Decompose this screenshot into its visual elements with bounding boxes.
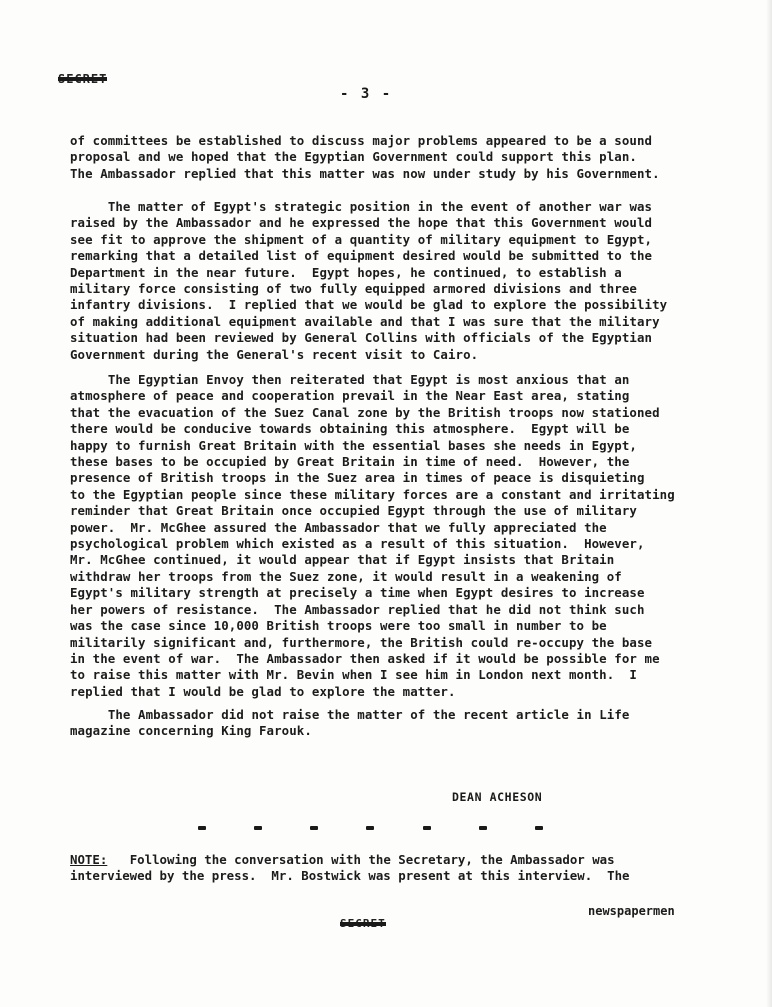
note-label: NOTE:: [70, 852, 108, 867]
paragraph-text: of committees be established to discuss major problems appeared to be a sound proposal and we hoped that the Egyptian Government could support this plan. The Ambassador replied that this matter was now under study by his Government.: [70, 133, 660, 181]
page-number: - 3 -: [340, 86, 393, 102]
paragraph-4: [70, 707, 720, 740]
divider-dash: [535, 826, 543, 830]
paragraph-1: [70, 133, 720, 182]
strikethrough-mark: [58, 77, 107, 81]
divider-dash: [310, 826, 318, 830]
paragraph-text: The Ambassador did not raise the matter of the recent article in Life magazine concerning King Farouk.: [70, 707, 630, 739]
divider-dash: [198, 826, 206, 830]
page-edge-shadow: [766, 0, 772, 1007]
note-section: [70, 852, 720, 885]
divider-dash: [479, 826, 487, 830]
section-divider: [198, 824, 543, 832]
paragraph-text: The matter of Egypt's strategic position in the event of another war was raised by the Ambassador and he expressed the hope that this Government would see fit to approve the shipment of a quantity of military equipment to Egypt, remarking that a detailed list of equipment desired would be submitted to the Department in the near future. Egypt hopes, he continued, to establish a military force consisting of two fully equipped armored divisions and three infantry divisions. I replied that we would be glad to explore the possibility of making additional equipment available and that I was sure that the military situation had been reviewed by General Collins with officials of the Egyptian Government during the General's recent visit to Cairo.: [70, 199, 668, 362]
paragraph-3: [70, 372, 720, 700]
divider-dash: [423, 826, 431, 830]
paragraph-2: [70, 199, 720, 363]
strikethrough-mark: [340, 922, 386, 926]
signature-block: DEAN ACHESON: [452, 790, 543, 804]
classification-marking-bottom: [340, 917, 386, 930]
divider-dash: [254, 826, 262, 830]
note-text: Following the conversation with the Secretary, the Ambassador was interviewed by the press. Mr. Bostwick was present at this interview. The: [70, 852, 630, 884]
catchword: newspapermen: [588, 904, 675, 918]
classification-marking-top: [58, 72, 107, 86]
divider-dash: [366, 826, 374, 830]
paragraph-text: The Egyptian Envoy then reiterated that Egypt is most anxious that an atmosphere of peace and cooperation prevail in the Near East area, stating that the evacuation of the Suez Canal zone by the British troops now stationed there would be conducive towards obtaining this atmosphere. Egypt will be happy to furnish Great Britain with the essential bases she needs in Egypt, these bases to be occupied by Great Britain in time of need. However, the presence of British troops in the Suez area in times of peace is disquieting to the Egyptian people since these military forces are a constant and irritating reminder that Great Britain once occupied Egypt through the use of military power. Mr. McGhee assured the Ambassador that we fully appreciated the psychological problem which existed as a result of this situation. However, Mr. McGhee continued, it would appear that if Egypt insists that Britain withdraw her troops from the Suez zone, it would result in a weakening of Egypt's military strength at precisely a time when Egypt desires to increase her powers of resistance. The Ambassador replied that he did not think such was the case since 10,000 British troops were too small in number to be militarily significant and, furthermore, the British could re-occupy the base in the event of war. The Ambassador then asked if it would be possible for me to raise this matter with Mr. Bevin when I see him in London next month. I replied that I would be glad to explore the matter.: [70, 372, 675, 699]
